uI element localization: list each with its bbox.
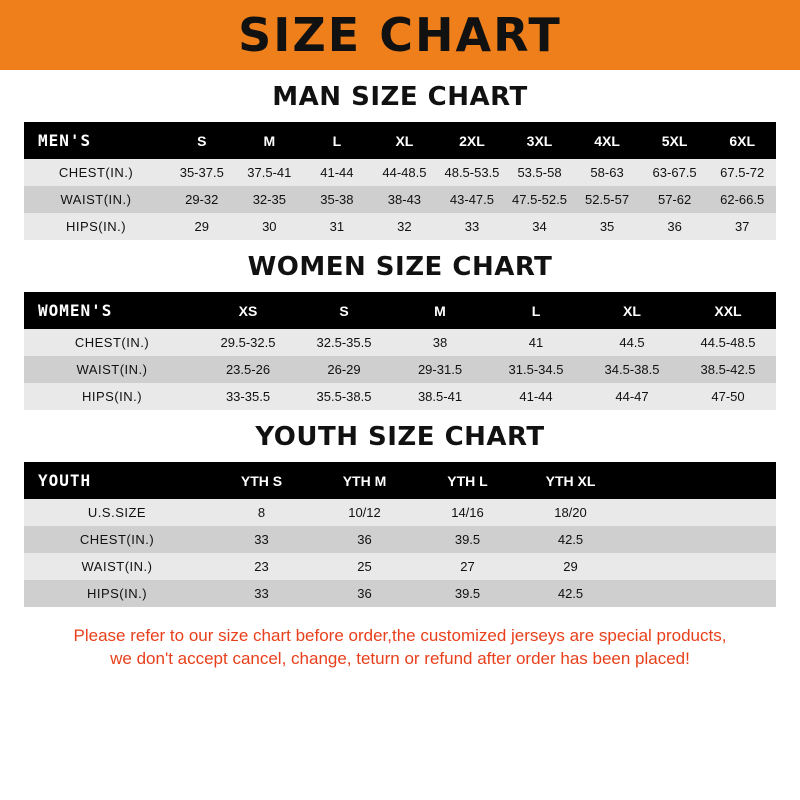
men-size-table — [24, 122, 776, 240]
table-row — [24, 159, 776, 186]
footer-disclaimer — [24, 625, 776, 671]
table-cell: 34.5-38.5 — [584, 356, 680, 383]
table-cell: 58-63 — [573, 159, 641, 186]
table-row — [24, 499, 776, 526]
men-col-s: S — [168, 122, 236, 159]
table-cell: 33 — [210, 526, 313, 553]
men-col-4xl: 4XL — [573, 122, 641, 159]
table-row — [24, 356, 776, 383]
table-cell: 44.5 — [584, 329, 680, 356]
women-row-label-waist: WAIST(IN.) — [24, 356, 200, 383]
table-cell: 32.5-35.5 — [296, 329, 392, 356]
youth-col-l: YTH L — [416, 462, 519, 499]
table-cell: 44-47 — [584, 383, 680, 410]
table-cell: 63-67.5 — [641, 159, 709, 186]
table-header-row — [24, 292, 776, 329]
table-header-row — [24, 462, 776, 499]
table-cell: 37.5-41 — [236, 159, 304, 186]
men-table-header — [24, 122, 776, 159]
table-cell: 42.5 — [519, 580, 622, 607]
table-cell: 26-29 — [296, 356, 392, 383]
table-cell: 41 — [488, 329, 584, 356]
women-col-xxl: XXL — [680, 292, 776, 329]
footer-line-2: we don't accept cancel, change, teturn or refund after order has been placed! — [110, 648, 690, 668]
table-cell-spacer — [622, 499, 776, 526]
table-cell: 38-43 — [371, 186, 439, 213]
table-row — [24, 526, 776, 553]
men-col-6xl: 6XL — [708, 122, 776, 159]
women-col-m: M — [392, 292, 488, 329]
table-cell: 30 — [236, 213, 304, 240]
table-cell: 33-35.5 — [200, 383, 296, 410]
table-cell-spacer — [622, 553, 776, 580]
table-row — [24, 213, 776, 240]
men-col-l: L — [303, 122, 371, 159]
page-title: SIZE CHART — [238, 8, 562, 62]
table-cell: 41-44 — [303, 159, 371, 186]
table-row — [24, 329, 776, 356]
table-cell: 31 — [303, 213, 371, 240]
women-row-label-chest: CHEST(IN.) — [24, 329, 200, 356]
men-row-label-chest: CHEST(IN.) — [24, 159, 168, 186]
table-cell: 8 — [210, 499, 313, 526]
table-cell: 23 — [210, 553, 313, 580]
women-row-label-hips: HIPS(IN.) — [24, 383, 200, 410]
table-cell: 33 — [438, 213, 506, 240]
table-cell: 47-50 — [680, 383, 776, 410]
table-cell: 43-47.5 — [438, 186, 506, 213]
table-cell: 44.5-48.5 — [680, 329, 776, 356]
table-cell: 39.5 — [416, 580, 519, 607]
table-cell: 62-66.5 — [708, 186, 776, 213]
youth-row-label-chest: CHEST(IN.) — [24, 526, 210, 553]
youth-size-table — [24, 462, 776, 607]
youth-row-label-waist: WAIST(IN.) — [24, 553, 210, 580]
women-row-header-label: WOMEN'S — [24, 292, 200, 329]
youth-col-xl: YTH XL — [519, 462, 622, 499]
table-cell: 10/12 — [313, 499, 416, 526]
youth-row-label-hips: HIPS(IN.) — [24, 580, 210, 607]
women-size-table — [24, 292, 776, 410]
youth-row-header-label: YOUTH — [24, 462, 210, 499]
table-row — [24, 580, 776, 607]
table-cell: 42.5 — [519, 526, 622, 553]
table-cell: 27 — [416, 553, 519, 580]
table-cell: 53.5-58 — [506, 159, 574, 186]
footer-line-1: Please refer to our size chart before order,the customized jerseys are special products, — [73, 626, 727, 645]
table-cell: 32 — [371, 213, 439, 240]
table-cell: 47.5-52.5 — [506, 186, 574, 213]
women-col-xs: XS — [200, 292, 296, 329]
table-cell: 29.5-32.5 — [200, 329, 296, 356]
table-cell: 35.5-38.5 — [296, 383, 392, 410]
women-col-s: S — [296, 292, 392, 329]
youth-row-label-ussize: U.S.SIZE — [24, 499, 210, 526]
men-row-label-hips: HIPS(IN.) — [24, 213, 168, 240]
table-cell: 35-38 — [303, 186, 371, 213]
page-banner — [0, 0, 800, 70]
table-cell: 41-44 — [488, 383, 584, 410]
section-youth — [24, 422, 776, 607]
table-cell: 23.5-26 — [200, 356, 296, 383]
youth-col-m: YTH M — [313, 462, 416, 499]
youth-col-spacer — [622, 462, 776, 499]
youth-col-s: YTH S — [210, 462, 313, 499]
table-cell: 44-48.5 — [371, 159, 439, 186]
table-cell: 35 — [573, 213, 641, 240]
table-cell: 36 — [313, 526, 416, 553]
section-women — [24, 252, 776, 410]
table-cell: 14/16 — [416, 499, 519, 526]
table-cell: 34 — [506, 213, 574, 240]
women-col-l: L — [488, 292, 584, 329]
table-cell: 18/20 — [519, 499, 622, 526]
table-cell: 38.5-42.5 — [680, 356, 776, 383]
table-cell: 29 — [168, 213, 236, 240]
table-cell: 39.5 — [416, 526, 519, 553]
table-cell: 38.5-41 — [392, 383, 488, 410]
section-title-youth: YOUTH SIZE CHART — [255, 422, 545, 452]
men-table-body — [24, 159, 776, 240]
section-title-women: WOMEN SIZE CHART — [247, 252, 553, 282]
men-col-xl: XL — [371, 122, 439, 159]
table-cell: 36 — [313, 580, 416, 607]
table-cell: 35-37.5 — [168, 159, 236, 186]
table-cell: 57-62 — [641, 186, 709, 213]
table-cell: 32-35 — [236, 186, 304, 213]
men-row-label-waist: WAIST(IN.) — [24, 186, 168, 213]
table-cell-spacer — [622, 580, 776, 607]
table-cell-spacer — [622, 526, 776, 553]
table-cell: 52.5-57 — [573, 186, 641, 213]
table-cell: 37 — [708, 213, 776, 240]
youth-table-body — [24, 499, 776, 607]
women-table-header — [24, 292, 776, 329]
table-row — [24, 553, 776, 580]
women-col-xl: XL — [584, 292, 680, 329]
chart-content — [0, 82, 800, 671]
table-row — [24, 186, 776, 213]
section-men — [24, 82, 776, 240]
women-table-body — [24, 329, 776, 410]
table-cell: 38 — [392, 329, 488, 356]
men-col-m: M — [236, 122, 304, 159]
table-cell: 33 — [210, 580, 313, 607]
youth-table-header — [24, 462, 776, 499]
table-cell: 67.5-72 — [708, 159, 776, 186]
table-cell: 25 — [313, 553, 416, 580]
men-row-header-label: MEN'S — [24, 122, 168, 159]
section-title-men: MAN SIZE CHART — [272, 82, 528, 112]
men-col-5xl: 5XL — [641, 122, 709, 159]
table-cell: 36 — [641, 213, 709, 240]
table-row — [24, 383, 776, 410]
table-cell: 29-31.5 — [392, 356, 488, 383]
table-cell: 48.5-53.5 — [438, 159, 506, 186]
table-header-row — [24, 122, 776, 159]
table-cell: 29-32 — [168, 186, 236, 213]
table-cell: 31.5-34.5 — [488, 356, 584, 383]
men-col-3xl: 3XL — [506, 122, 574, 159]
table-cell: 29 — [519, 553, 622, 580]
men-col-2xl: 2XL — [438, 122, 506, 159]
